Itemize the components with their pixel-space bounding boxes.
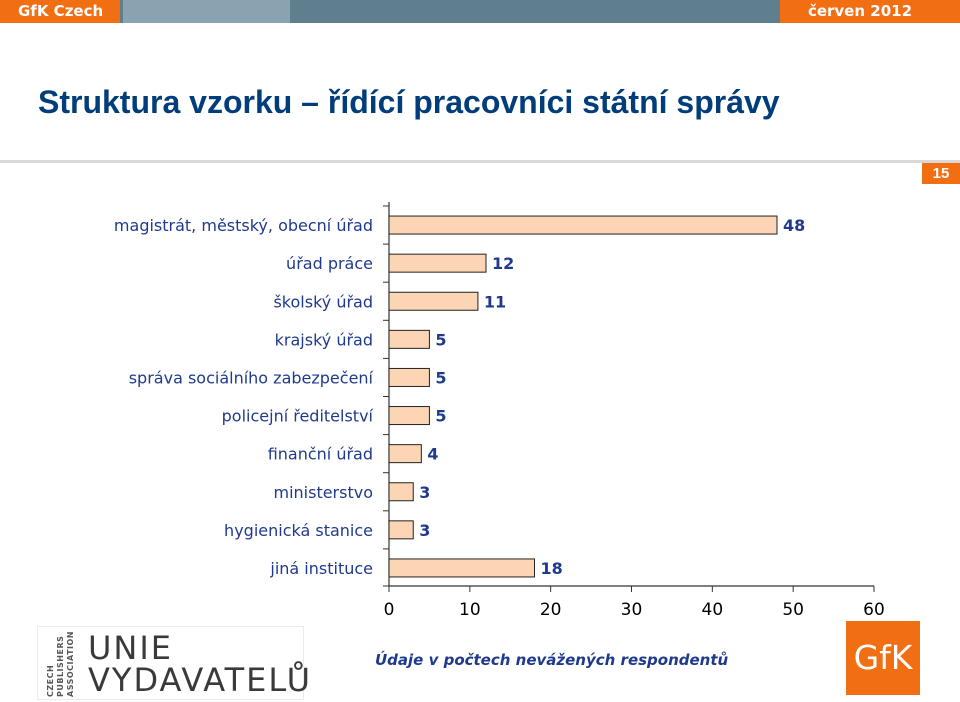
data-label: 18 [540,558,563,578]
data-label: 3 [419,520,431,540]
x-tick-label: 60 [863,600,885,620]
data-label: 4 [427,444,439,464]
bar [389,330,429,348]
date-label: červen 2012 [780,0,960,23]
bar [389,254,486,272]
category-label: policejní ředitelství [221,406,373,426]
data-label: 5 [435,406,447,426]
category-label: finanční úřad [267,444,373,464]
x-tick-label: 20 [539,600,562,620]
x-tick-label: 40 [701,600,724,620]
data-label: 48 [783,216,806,236]
page-number: 15 [922,163,960,184]
bar [389,292,478,310]
bar [389,521,413,539]
category-label: krajský úřad [274,330,373,350]
category-label: jiná instituce [270,558,373,578]
page-title: Struktura vzorku – řídící pracovníci státní správy [38,84,780,120]
category-label: ministerstvo [273,482,373,502]
unie-logo-line2: VYDAVATELŮ [88,661,313,699]
x-tick-label: 0 [383,600,395,620]
unie-logo-line1: UNIE [88,629,174,667]
bar [389,445,421,463]
category-label: hygienická stanice [224,520,373,540]
footer-note: Údaje v počtech nevážených respondentů [375,651,729,669]
gfk-logo: GfK [846,621,920,695]
category-label: úřad práce [286,254,373,274]
x-tick-label: 50 [782,600,804,620]
x-tick-label: 10 [459,600,481,620]
unie-side-text: CZECH PUBLISHERS ASSOCIATION [46,630,75,697]
category-label: školský úřad [273,292,373,312]
bar [389,368,429,386]
category-label: správa sociálního zabezpečení [128,368,373,388]
data-label: 12 [492,254,515,274]
bar [389,216,777,234]
data-label: 5 [435,330,447,350]
data-label: 11 [483,292,507,312]
company-label: GfK Czech [0,0,120,23]
bar [389,559,535,577]
bar [389,407,429,425]
bar [389,483,413,501]
category-label: magistrát, městský, obecní úřad [113,216,373,236]
data-label: 5 [435,368,447,388]
data-label: 3 [419,482,431,502]
unie-vydavatelu-logo [37,626,313,700]
x-tick-label: 30 [620,600,643,620]
